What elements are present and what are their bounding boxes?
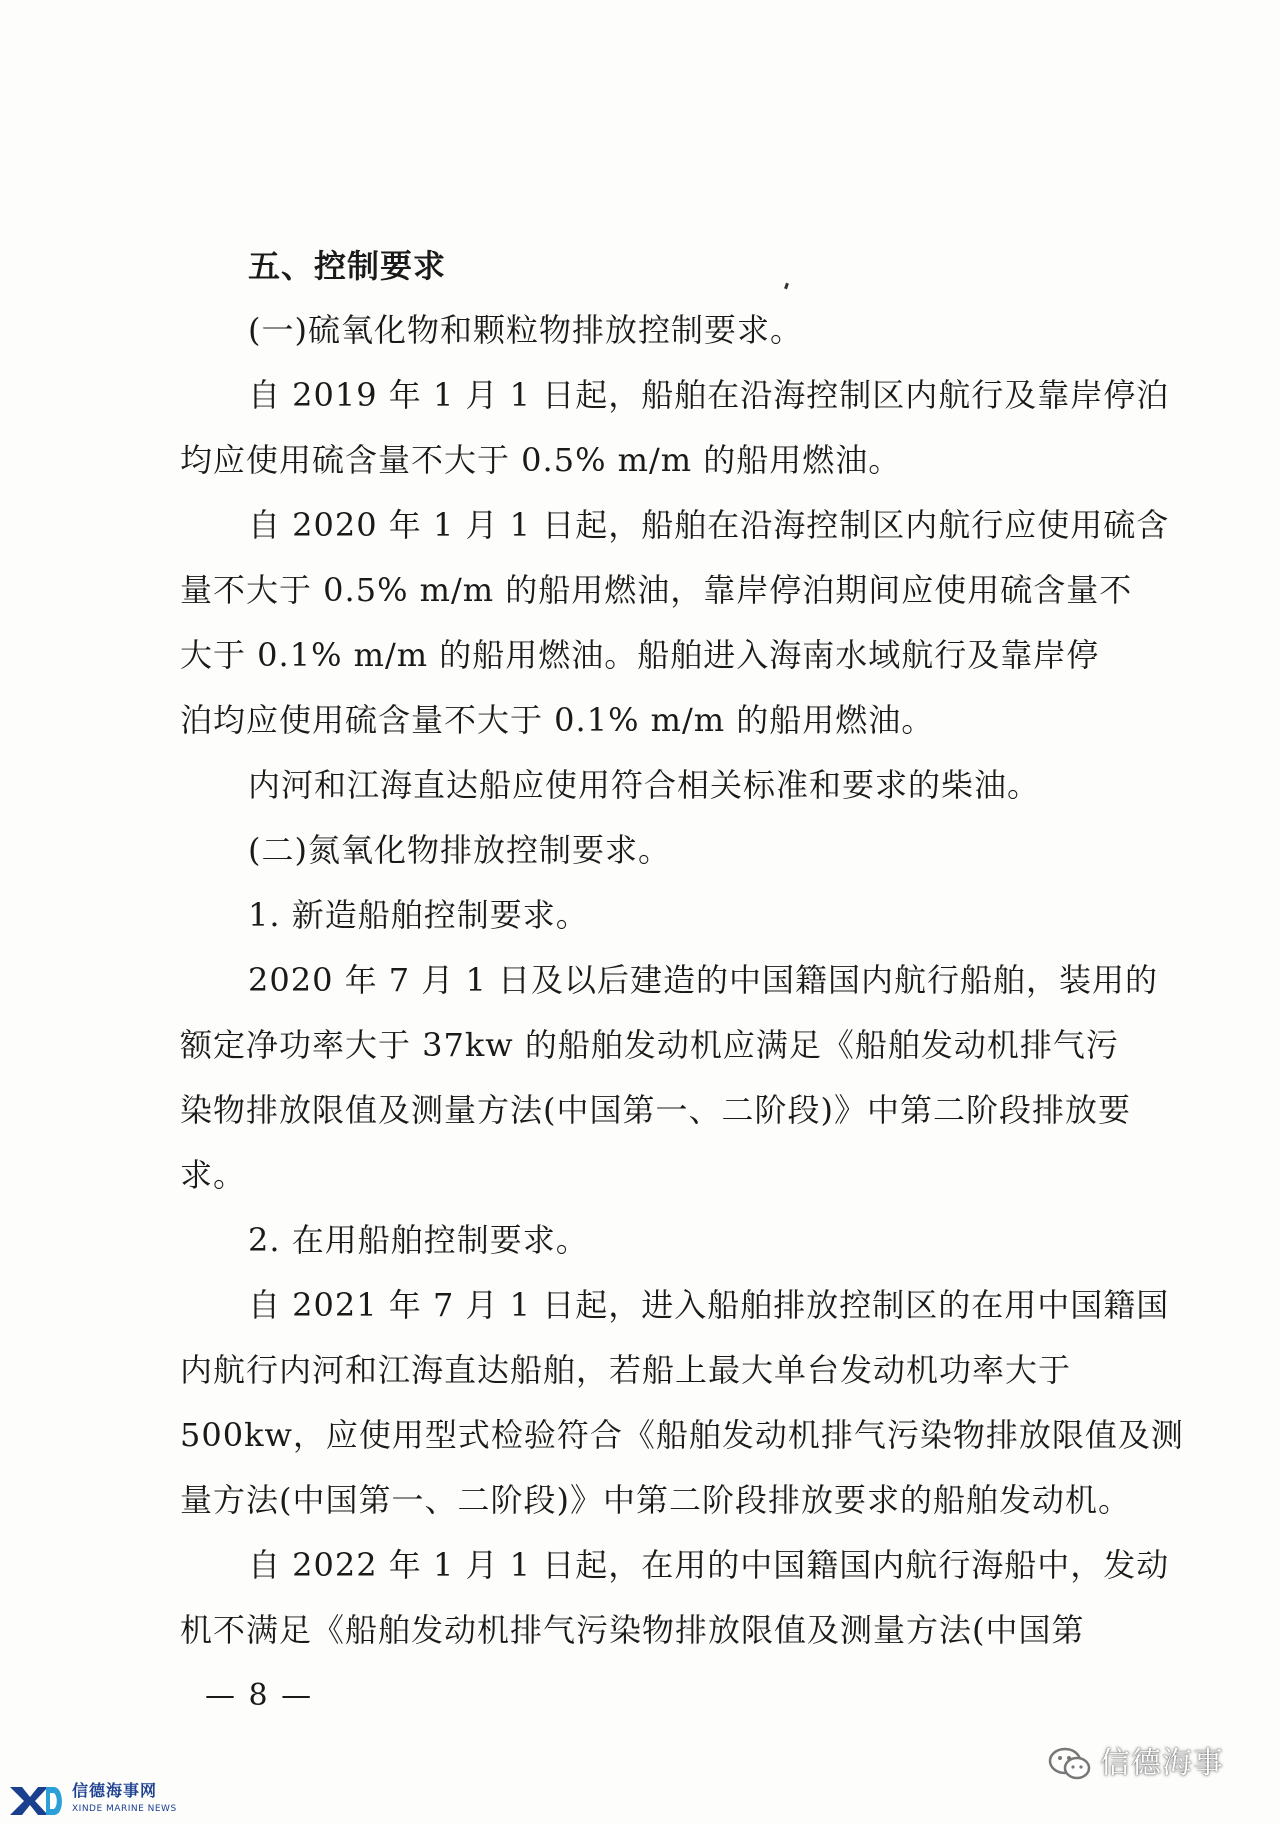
text-line: 1. 新造船舶控制要求。	[248, 896, 589, 934]
xinde-logo	[8, 1781, 198, 1821]
text-line: 染物排放限值及测量方法(中国第一、二阶段)》中第二阶段排放要	[180, 1091, 1131, 1129]
wechat-icon	[1048, 1746, 1092, 1782]
text-line: 均应使用硫含量不大于 0.5% m/m 的船用燃油。	[180, 441, 902, 479]
text-line: 2. 在用船舶控制要求。	[248, 1221, 589, 1259]
wechat-watermark	[1048, 1742, 1248, 1786]
logo-english-text: XINDE MARINE NEWS	[72, 1804, 177, 1814]
text-line: (二)氮氧化物排放控制要求。	[248, 831, 671, 869]
text-line: 量不大于 0.5% m/m 的船用燃油，靠岸停泊期间应使用硫含量不	[180, 571, 1133, 609]
xd-logo-icon	[8, 1783, 66, 1817]
text-line: (一)硫氧化物和颗粒物排放控制要求。	[248, 311, 803, 349]
text-line: 内河和江海直达船应使用符合相关标准和要求的柴油。	[248, 766, 1041, 804]
text-line: 自 2022 年 1 月 1 日起，在用的中国籍国内航行海船中，发动	[248, 1546, 1170, 1584]
text-line: 机不满足《船舶发动机排气污染物排放限值及测量方法(中国第	[180, 1611, 1085, 1649]
text-line: 自 2021 年 7 月 1 日起，进入船舶排放控制区的在用中国籍国	[248, 1286, 1170, 1324]
logo-chinese-text: 信德海事网	[72, 1781, 158, 1800]
text-line: 泊均应使用硫含量不大于 0.1% m/m 的船用燃油。	[180, 701, 935, 739]
text-line: 自 2019 年 1 月 1 日起，船舶在沿海控制区内航行及靠岸停泊	[248, 376, 1170, 414]
text-line: 量方法(中国第一、二阶段)》中第二阶段排放要求的船舶发动机。	[180, 1481, 1131, 1519]
text-line: 求。	[180, 1156, 247, 1194]
text-line: 自 2020 年 1 月 1 日起，船舶在沿海控制区内航行应使用硫含	[248, 506, 1170, 544]
text-line: 大于 0.1% m/m 的船用燃油。船舶进入海南水域航行及靠岸停	[180, 636, 1100, 674]
text-line: 内航行内河和江海直达船舶，若船上最大单台发动机功率大于	[180, 1351, 1072, 1389]
text-line: 500kw，应使用型式检验符合《船舶发动机排气污染物排放限值及测	[180, 1416, 1184, 1454]
page-number: — 8 —	[205, 1678, 314, 1713]
section-heading: 五、控制要求	[248, 247, 447, 285]
watermark-text: 信德海事	[1100, 1746, 1224, 1781]
text-line: 额定净功率大于 37kw 的船舶发动机应满足《船舶发动机排气污	[180, 1026, 1119, 1064]
text-line: 2020 年 7 月 1 日及以后建造的中国籍国内航行船舶，装用的	[248, 961, 1159, 999]
scan-speck	[784, 283, 789, 290]
